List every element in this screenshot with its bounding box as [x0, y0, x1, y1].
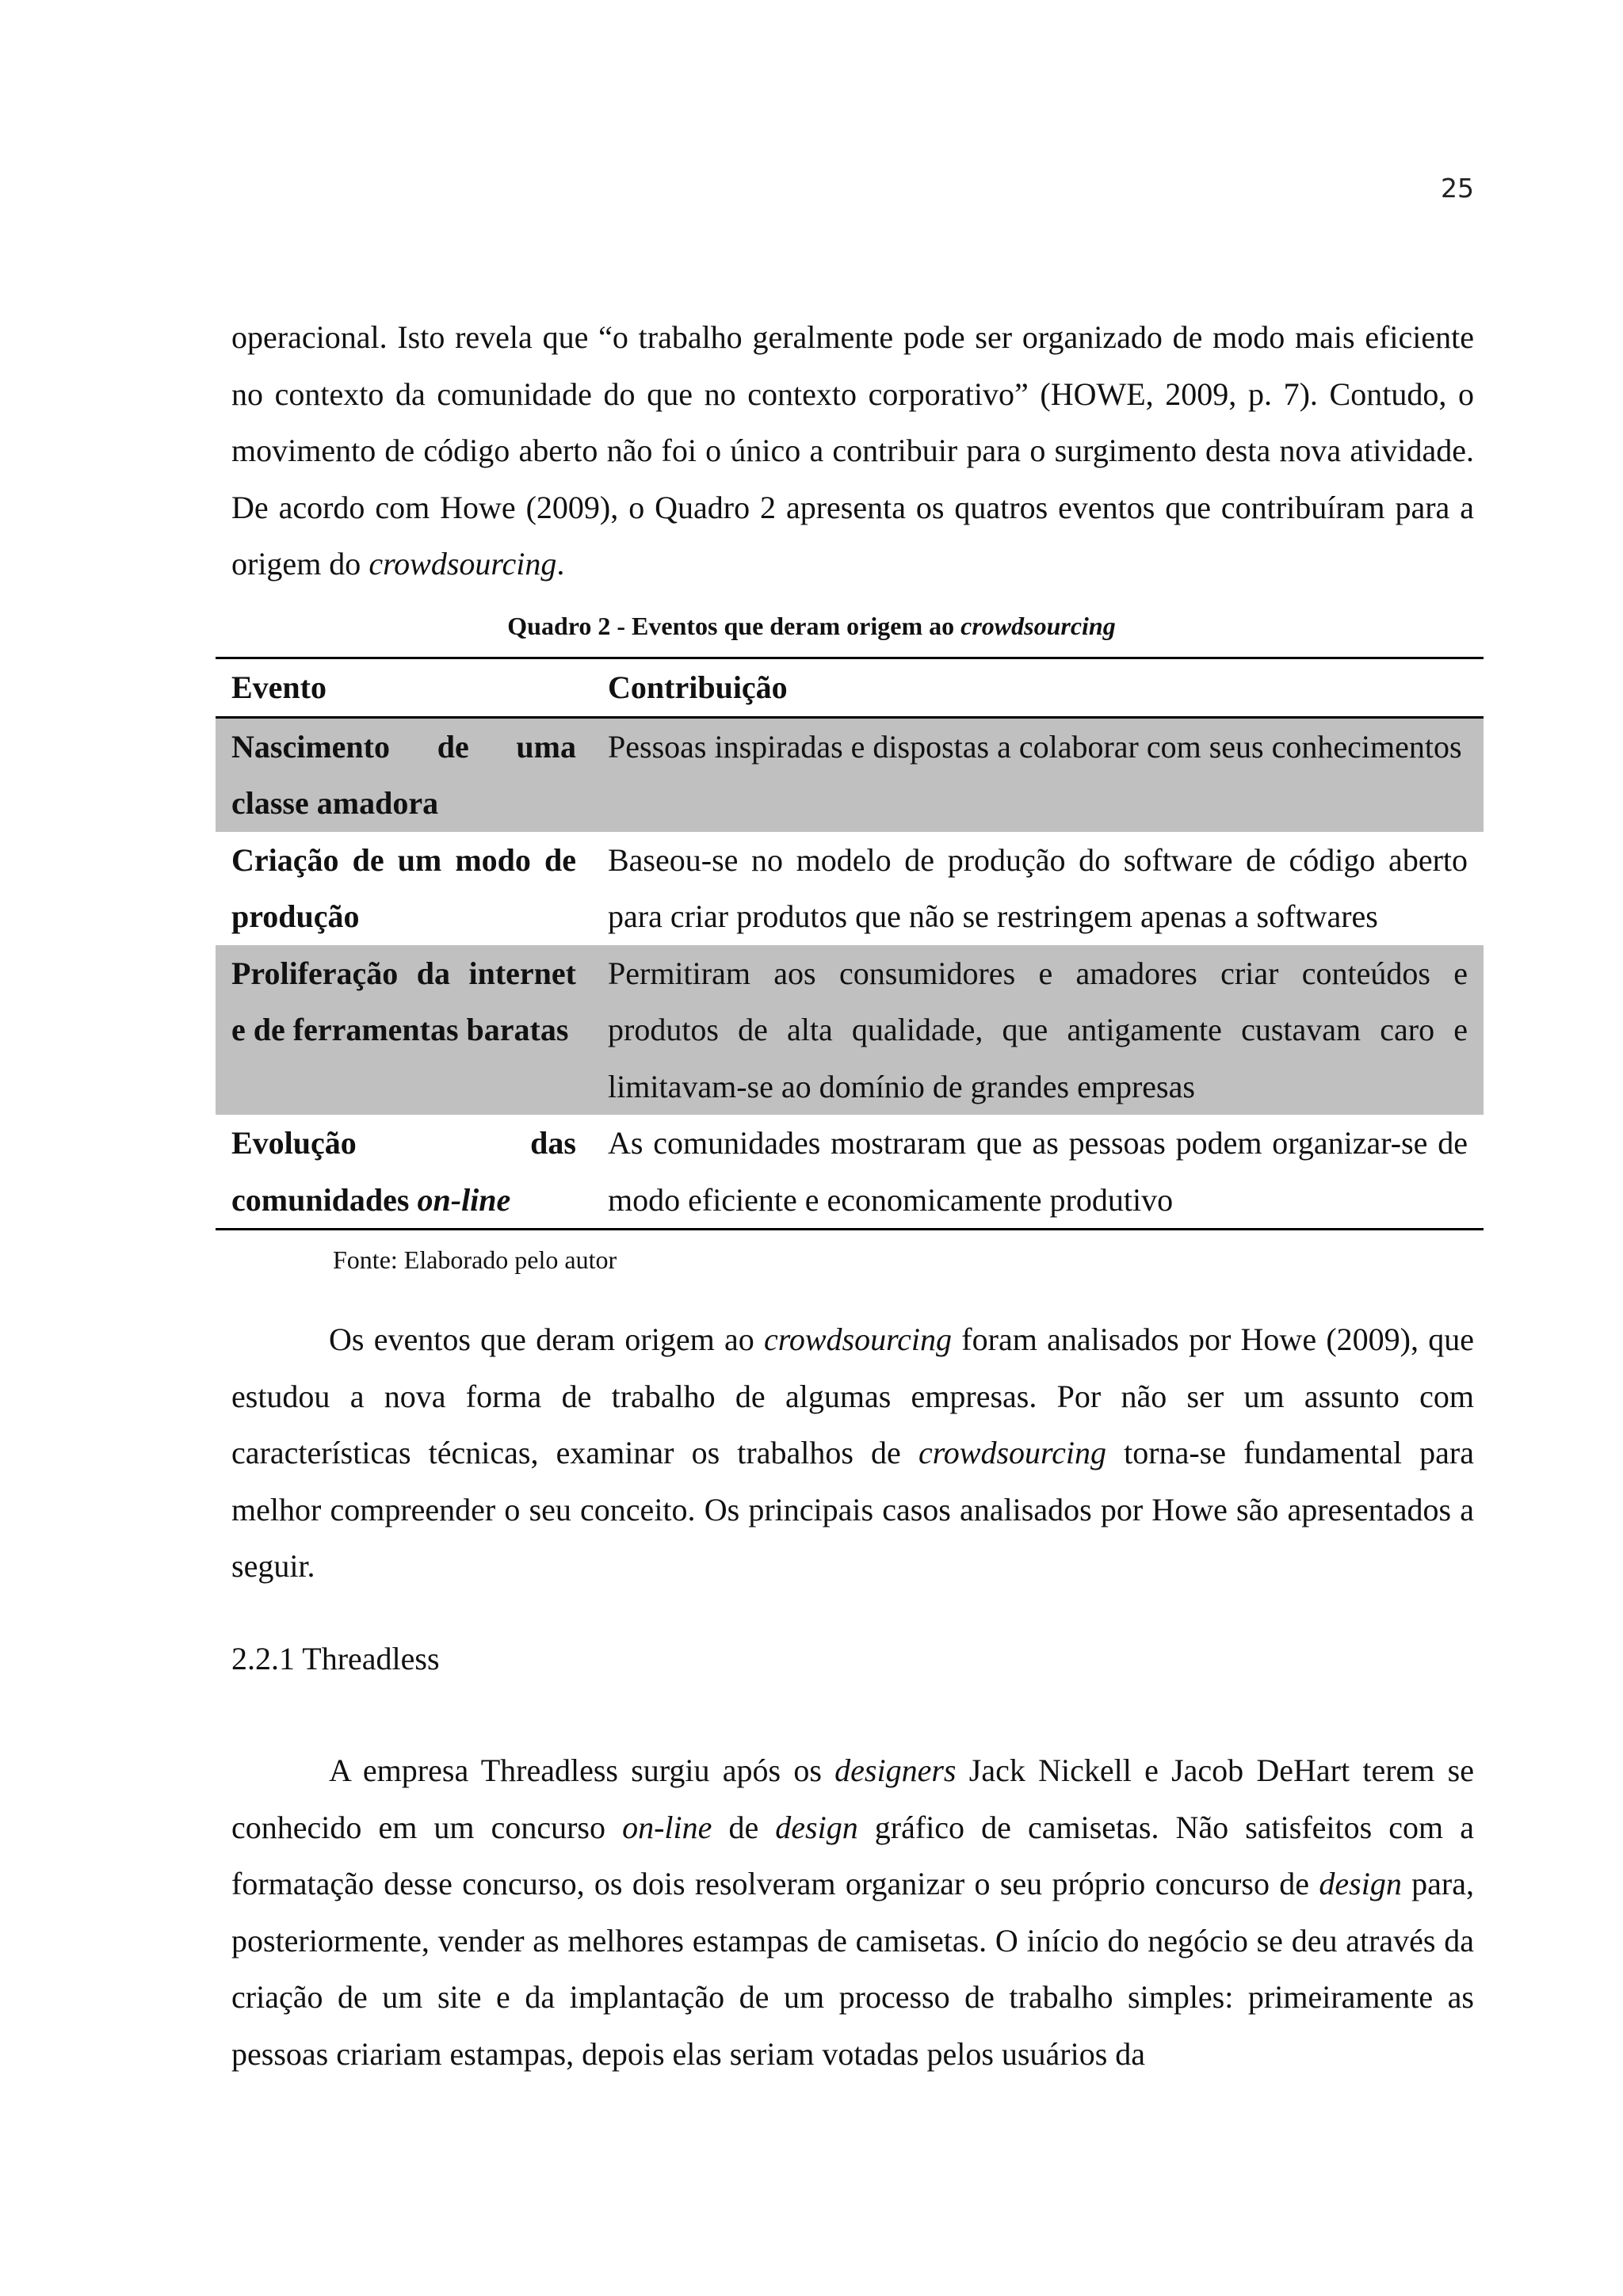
cell-evento [216, 717, 592, 832]
evento-italic: on-line [417, 1181, 511, 1218]
emphasis: design [1319, 1866, 1402, 1901]
text: torna-se fundamental para melhor compreender o seu conceito. Os principais casos analisados por Howe são apresentados a seguir. [231, 1435, 1475, 1584]
emphasis-crowdsourcing: crowdsourcing [369, 546, 557, 582]
paragraph-threadless [231, 1742, 1474, 2082]
paragraph-intro [231, 309, 1474, 593]
header-contribuicao: Contribuição [608, 669, 788, 705]
section-heading: 2.2.1 Threadless [231, 1641, 440, 1676]
table-row [216, 832, 1484, 945]
cell-contribuicao: Baseou-se no modelo de produção do software de código aberto para criar produtos que não se restringem apenas a softwares [592, 832, 1484, 945]
emphasis: on-line [622, 1809, 712, 1845]
header-evento: Evento [231, 669, 327, 705]
table-row [216, 717, 1484, 832]
table-header-row [216, 658, 1484, 718]
evento-text: Nascimento de uma classe amadora [231, 728, 576, 821]
paragraph-intro-text: operacional. Isto revela que “o trabalho geralmente pode ser organizado de modo mais eficiente no contexto da comunidade do que no contexto corporativo” (HOWE, 2009, p. 7). Contudo, o movimento de código aberto não foi o único a contribuir para o surgimento desta nova atividade. De acordo com Howe (2009), o Quadro 2 apresenta os quatros eventos que contribuíram para a origem do [231, 319, 1474, 582]
paragraph-intro-end: . [556, 546, 565, 582]
paragraph-analysis [231, 1311, 1474, 1595]
text: para, posteriormente, vender as melhores estampas de camisetas. O início do negócio se deu através da criação de um site e da implantação de um processo de trabalho simples: primeiramente as pessoas criariam estampas, depois elas seriam votadas pelos usuários da [231, 1866, 1475, 2072]
text: de [712, 1809, 776, 1845]
cell-evento [216, 832, 592, 945]
emphasis: design [775, 1809, 858, 1845]
text: gráfico de camisetas. Não satisfeitos com a formatação desse concurso, os dois resolveram organizar o seu próprio concurso de [231, 1809, 1474, 1901]
text: A empresa Threadless surgiu após os [329, 1753, 835, 1788]
table-row [216, 1115, 1484, 1230]
cell-contribuicao: As comunidades mostraram que as pessoas podem organizar-se de modo eficiente e economicamente produtivo [592, 1115, 1484, 1230]
caption-italic: crowdsourcing [960, 612, 1116, 640]
evento-text: Criação de um modo de produção [231, 841, 576, 934]
cell-contribuicao: Permitiram aos consumidores e amadores criar conteúdos e produtos de alta qualidade, que antigamente custavam caro e limitavam-se ao domínio de grandes empresas [592, 945, 1484, 1116]
emphasis: crowdsourcing [918, 1435, 1106, 1470]
emphasis: crowdsourcing [764, 1322, 953, 1357]
table-caption [0, 612, 1623, 641]
page-number: 25 [1441, 173, 1474, 204]
table-source: Fonte: Elaborado pelo autor [333, 1245, 617, 1274]
evento-text: Evolução das comunidades [231, 1125, 576, 1218]
text: foram analisados por Howe (2009), que estudou a nova forma de trabalho de algumas empresas. Por não ser um assunto com características técnicas, examinar os trabalhos de [231, 1322, 1475, 1470]
evento-text: Proliferação da internet e de ferramentas baratas [231, 955, 576, 1047]
quadro-2-table [216, 657, 1484, 1230]
cell-evento [216, 945, 592, 1116]
caption-prefix: Quadro 2 - Eventos que deram origem ao [507, 612, 961, 640]
table-row [216, 945, 1484, 1116]
emphasis: designers [834, 1753, 957, 1788]
text: Os eventos que deram origem ao [329, 1322, 764, 1357]
text: Jack Nickell e Jacob DeHart terem se conhecido em um concurso [231, 1753, 1474, 1845]
cell-contribuicao: Pessoas inspiradas e dispostas a colaborar com seus conhecimentos [592, 717, 1484, 832]
cell-evento [216, 1115, 592, 1230]
